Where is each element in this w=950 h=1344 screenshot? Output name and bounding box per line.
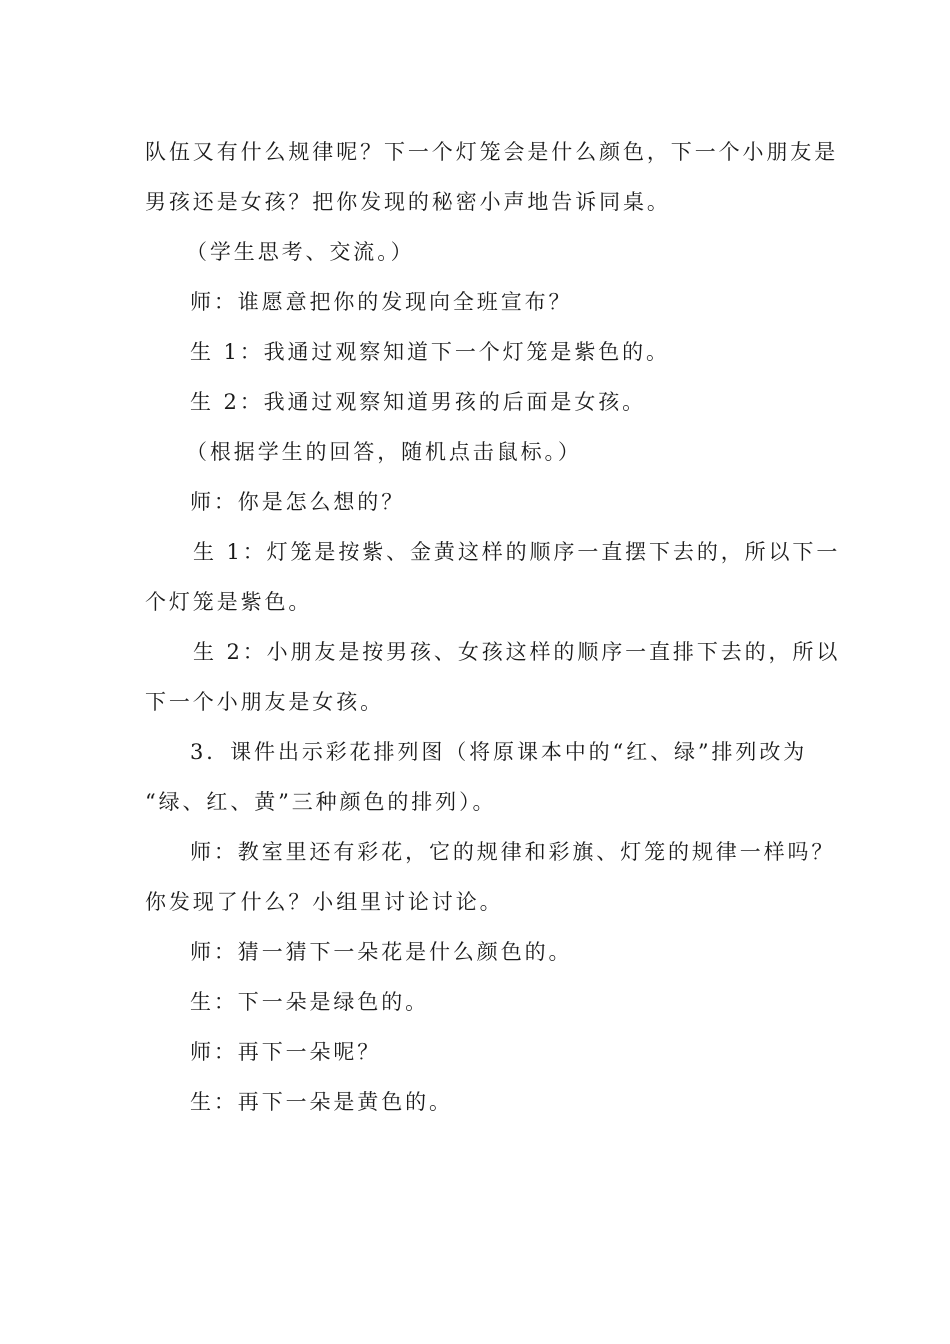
paragraph-line: 生 2：小朋友是按男孩、女孩这样的顺序一直排下去的，所以 (193, 640, 841, 664)
paragraph-line: 师：教室里还有彩花，它的规律和彩旗、灯笼的规律一样吗？ (190, 840, 836, 864)
paragraph-line: （学生思考、交流。） (186, 240, 415, 264)
paragraph-line: 男孩还是女孩？把你发现的秘密小声地告诉同桌。 (145, 190, 671, 214)
paragraph-line: 个灯笼是紫色。 (145, 590, 313, 614)
paragraph-line: 队伍又有什么规律呢？下一个灯笼会是什么颜色，下一个小朋友是 (145, 140, 839, 164)
paragraph-line: 下一个小朋友是女孩。 (145, 690, 384, 714)
paragraph-line: 生：下一朵是绿色的。 (190, 990, 429, 1014)
paragraph-line: 生 1：我通过观察知道下一个灯笼是紫色的。 (190, 340, 670, 364)
paragraph-line: 师：猜一猜下一朵花是什么颜色的。 (190, 940, 573, 964)
paragraph-line: 师：谁愿意把你的发现向全班宣布？ (190, 290, 573, 314)
paragraph-line: 师：再下一朵呢？ (190, 1040, 382, 1064)
paragraph-line: 生 1：灯笼是按紫、金黄这样的顺序一直摆下去的，所以下一 (193, 540, 841, 564)
paragraph-line: 你发现了什么？小组里讨论讨论。 (145, 890, 504, 914)
paragraph-line: “绿、红、黄”三种颜色的排列）。 (145, 790, 497, 814)
paragraph-line: 生：再下一朵是黄色的。 (190, 1090, 453, 1114)
paragraph-line: （根据学生的回答，随机点击鼠标。） (186, 440, 582, 464)
paragraph-line: 3．课件出示彩花排列图（将原课本中的“红、绿”排列改为 (190, 740, 808, 764)
paragraph-line: 生 2：我通过观察知道男孩的后面是女孩。 (190, 390, 647, 414)
paragraph-line: 师：你是怎么想的？ (190, 490, 406, 514)
